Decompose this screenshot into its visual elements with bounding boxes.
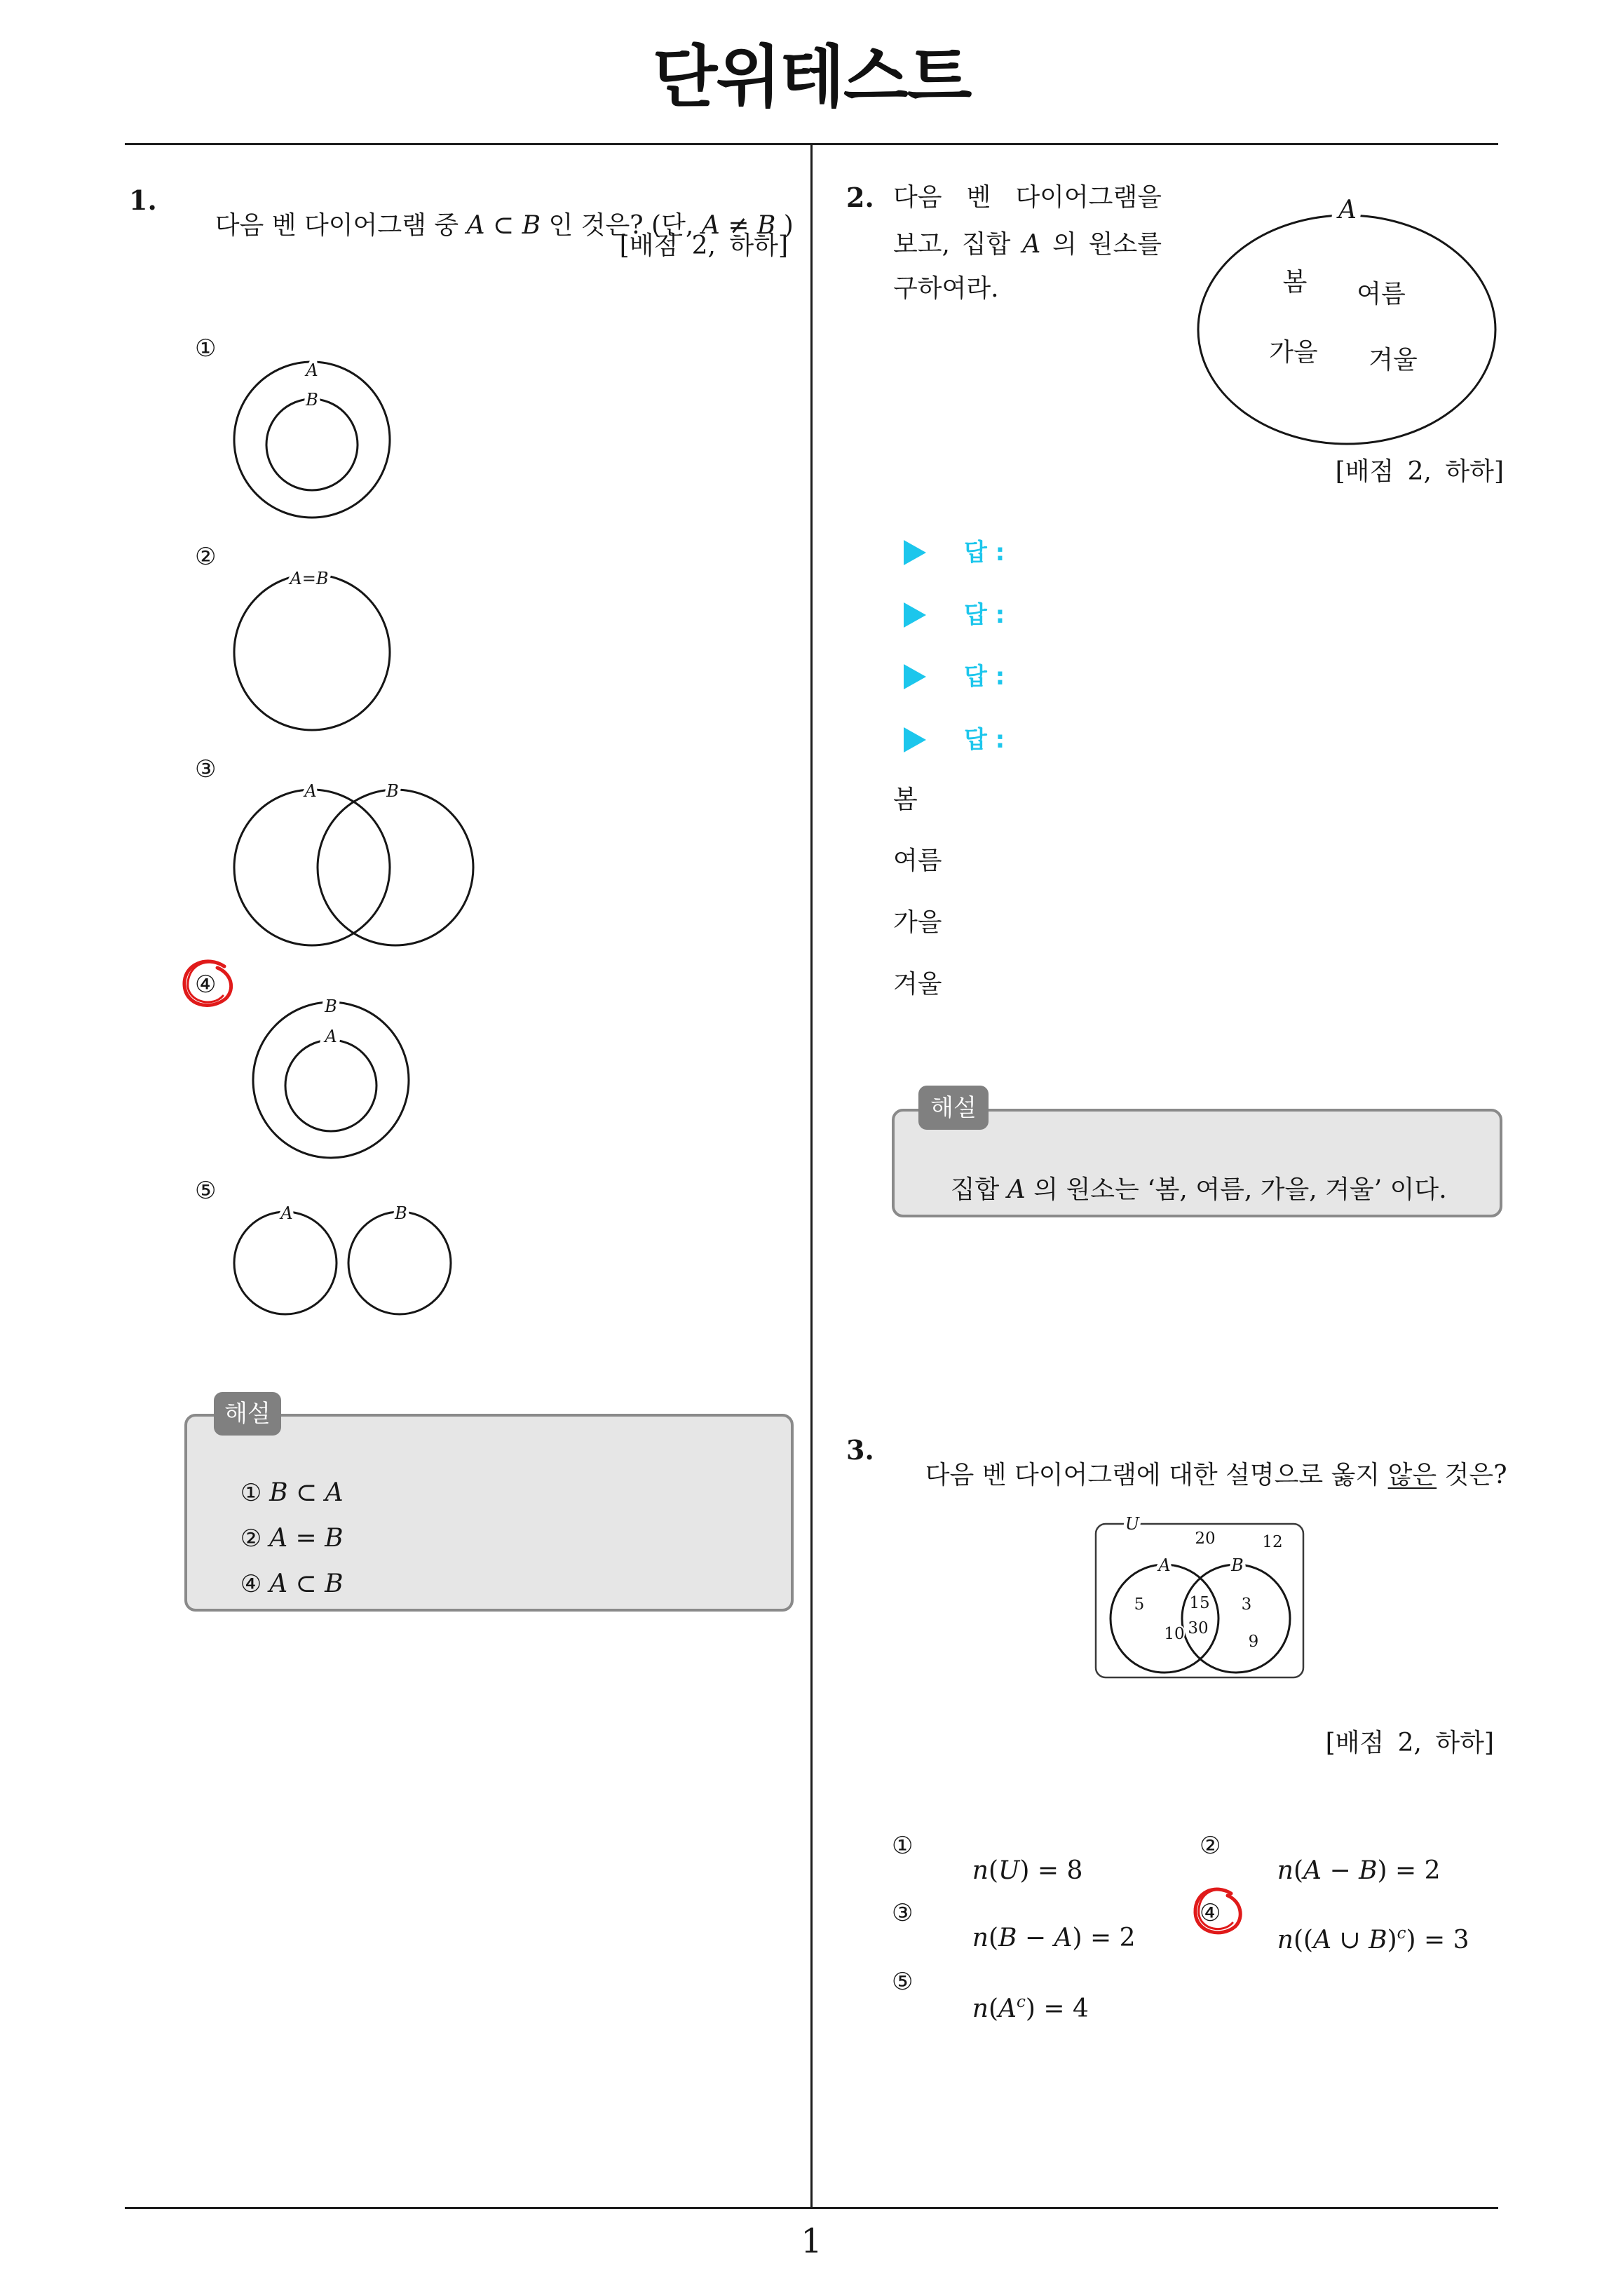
relation-symbol: ⊂ <box>287 1478 325 1507</box>
set-element: 봄 <box>1282 268 1308 297</box>
option-mark: ④ <box>240 1570 270 1598</box>
expr-complement-superscript: c <box>1017 1993 1026 2011</box>
expr-text: − <box>1017 1924 1054 1952</box>
set-a-ellipse <box>1198 215 1495 444</box>
set-b-circle <box>348 1212 451 1314</box>
set-a-b-circle <box>234 574 390 730</box>
stem-text: 인 것은? (단, <box>541 211 702 240</box>
option-mark: ② <box>240 1525 270 1553</box>
region-count: 3 <box>1241 1595 1252 1614</box>
set-label: B <box>306 390 318 410</box>
set-symbol: B <box>269 1478 288 1507</box>
expr-function: n <box>972 1856 989 1885</box>
q1-option-4-mark[interactable]: ④ <box>195 971 217 999</box>
q3-option-1-mark[interactable]: ① <box>892 1832 914 1860</box>
set-symbol: B <box>522 211 541 240</box>
q3-option-5-mark[interactable]: ⑤ <box>892 1968 914 1996</box>
set-label: A <box>1158 1555 1171 1575</box>
q1-option-3-diagram <box>234 781 473 945</box>
set-symbol: A <box>325 1478 344 1507</box>
stem-text: 다음 벤 다이어그램에 대한 설명으로 옳지 <box>925 1461 1388 1490</box>
q1-option-5-diagram <box>234 1203 451 1314</box>
set-symbol: A <box>701 211 720 240</box>
set-label: A <box>1338 196 1357 224</box>
question-2-stem-line-3: 구하여라. <box>893 274 999 303</box>
answer-value: 봄 <box>893 785 918 814</box>
stem-emphasis: 않은 <box>1387 1461 1437 1490</box>
expr-text: ( <box>988 1994 999 2023</box>
region-count: 30 <box>1188 1619 1209 1637</box>
expr-set-symbol: B <box>1359 1856 1378 1885</box>
region-count: 20 <box>1195 1529 1216 1548</box>
stem-text: ≠ <box>719 211 757 240</box>
q2-explanation-tab: 해설 <box>918 1086 989 1130</box>
set-symbol: A <box>1022 230 1041 259</box>
set-symbol: A <box>269 1524 288 1553</box>
set-element: 가을 <box>1269 338 1318 367</box>
set-a-circle <box>234 362 390 518</box>
q3-option-3-mark[interactable]: ③ <box>892 1899 914 1927</box>
set-label: A <box>304 781 317 801</box>
question-1-number: 1. <box>129 184 157 216</box>
set-a-circle <box>234 790 390 945</box>
set-b-circle <box>266 399 358 490</box>
set-symbol: A <box>466 211 485 240</box>
set-symbol: B <box>325 1569 344 1598</box>
question-1-score: [배점 2, 하하] <box>619 231 788 260</box>
expr-function: n <box>1277 1856 1293 1885</box>
expr-set-symbol: U <box>998 1856 1020 1885</box>
set-symbol: B <box>756 211 776 240</box>
q1-option-4-diagram <box>253 997 409 1158</box>
stem-text: ⊂ <box>484 211 522 240</box>
answer-label: 답 : <box>964 601 1005 629</box>
set-b-circle <box>1182 1565 1290 1673</box>
question-2-number: 2. <box>846 182 874 213</box>
set-label: B <box>325 997 337 1016</box>
option-mark: ① <box>240 1479 270 1507</box>
q1-option-2-diagram <box>234 569 390 730</box>
expr-function: n <box>972 1994 989 2023</box>
region-count: 12 <box>1262 1533 1283 1551</box>
explanation-text: 의 원소는 ‘봄, 여름, 가을, 겨울’ 이다. <box>1025 1175 1447 1204</box>
set-label: A <box>306 360 318 380</box>
answer-label: 답 : <box>964 539 1005 567</box>
stem-text: ) <box>775 211 794 240</box>
expr-text: ) = 8 <box>1019 1856 1083 1885</box>
q1-hand-drawn-circle <box>184 961 231 1006</box>
set-symbol: A <box>269 1569 288 1598</box>
expr-set-symbol: A <box>1313 1926 1332 1954</box>
set-a-circle <box>234 1212 337 1314</box>
q1-option-3-mark[interactable]: ③ <box>195 755 217 783</box>
expr-text: ) = 2 <box>1072 1924 1136 1952</box>
expr-text: − <box>1322 1856 1359 1885</box>
expr-text: ( <box>988 1856 999 1885</box>
stem-text: 것은? <box>1437 1461 1507 1490</box>
q3-option-2-mark[interactable]: ② <box>1200 1832 1221 1860</box>
expr-set-symbol: A <box>1303 1856 1322 1885</box>
set-label: B <box>395 1203 407 1223</box>
stem-text: 의 원소를 <box>1040 230 1162 259</box>
q3-hand-drawn-circle <box>1195 1889 1240 1933</box>
expr-function: n <box>972 1924 989 1952</box>
expr-set-symbol: B <box>998 1924 1017 1952</box>
set-element: 여름 <box>1357 280 1406 309</box>
expr-text: ) <box>1387 1926 1397 1954</box>
q1-option-5-mark[interactable]: ⑤ <box>195 1177 217 1205</box>
answer-label: 답 : <box>964 663 1005 691</box>
expr-set-symbol: A <box>998 1994 1017 2023</box>
q3-option-4-mark[interactable]: ④ <box>1200 1899 1221 1927</box>
answer-value: 가을 <box>893 908 942 937</box>
set-a-circle <box>285 1040 376 1131</box>
set-label: B <box>386 781 399 801</box>
relation-symbol: = <box>287 1524 325 1553</box>
expr-text: ( <box>1293 1856 1304 1885</box>
expr-text: ) = 2 <box>1377 1856 1441 1885</box>
set-symbol: A <box>1007 1175 1026 1204</box>
expr-set-symbol: B <box>1369 1926 1387 1954</box>
question-3-score: [배점 2, 하하] <box>1325 1729 1494 1757</box>
region-count: 9 <box>1248 1633 1259 1651</box>
red-circle-mark <box>184 961 231 1006</box>
answer-label: 답 : <box>964 726 1005 754</box>
expr-text: (( <box>1293 1926 1314 1954</box>
region-count: 10 <box>1164 1625 1185 1643</box>
region-count: 15 <box>1189 1594 1210 1612</box>
q1-option-1-mark[interactable]: ① <box>195 335 217 363</box>
expr-function: n <box>1277 1926 1293 1954</box>
q2-venn-diagram <box>1198 196 1495 444</box>
set-b-circle <box>253 1002 409 1158</box>
expr-text: ∪ <box>1331 1926 1369 1954</box>
expr-text: ) = 4 <box>1025 1994 1089 2023</box>
question-2-score: [배점 2, 하하] <box>1335 457 1504 486</box>
set-label: A=B <box>290 569 329 588</box>
set-label: A <box>280 1203 293 1223</box>
set-label: A <box>325 1027 337 1046</box>
expr-complement-superscript: c <box>1397 1924 1406 1943</box>
region-count: 5 <box>1134 1595 1145 1614</box>
explanation-text: 집합 <box>950 1175 1007 1204</box>
relation-symbol: ⊂ <box>287 1569 325 1598</box>
set-symbol: B <box>325 1524 344 1553</box>
set-a-circle <box>1111 1565 1218 1673</box>
expr-text: ) = 3 <box>1406 1926 1469 1954</box>
page-number: 1 <box>801 2222 822 2261</box>
question-3-number: 3. <box>846 1434 874 1466</box>
stem-text: 보고, 집합 <box>893 230 1023 259</box>
set-element: 겨울 <box>1369 346 1418 374</box>
q1-option-1-diagram <box>234 360 390 518</box>
set-b-circle <box>318 790 473 945</box>
answer-value: 여름 <box>893 846 942 875</box>
page-title: 단위테스트 <box>652 38 971 116</box>
question-2-stem-line-1: 다음 벤 다이어그램을 <box>893 183 1162 212</box>
set-label: B <box>1231 1555 1244 1575</box>
q1-option-2-mark[interactable]: ② <box>195 543 217 571</box>
red-circle-mark <box>1195 1889 1240 1933</box>
stem-text: 다음 벤 다이어그램 중 <box>215 211 467 240</box>
expr-text: ( <box>988 1924 999 1952</box>
universe-label: U <box>1125 1514 1140 1534</box>
answer-value: 겨울 <box>893 970 942 999</box>
q1-explanation-tab: 해설 <box>214 1392 281 1436</box>
expr-set-symbol: A <box>1054 1924 1073 1952</box>
q3-venn-diagram <box>1096 1514 1303 1677</box>
